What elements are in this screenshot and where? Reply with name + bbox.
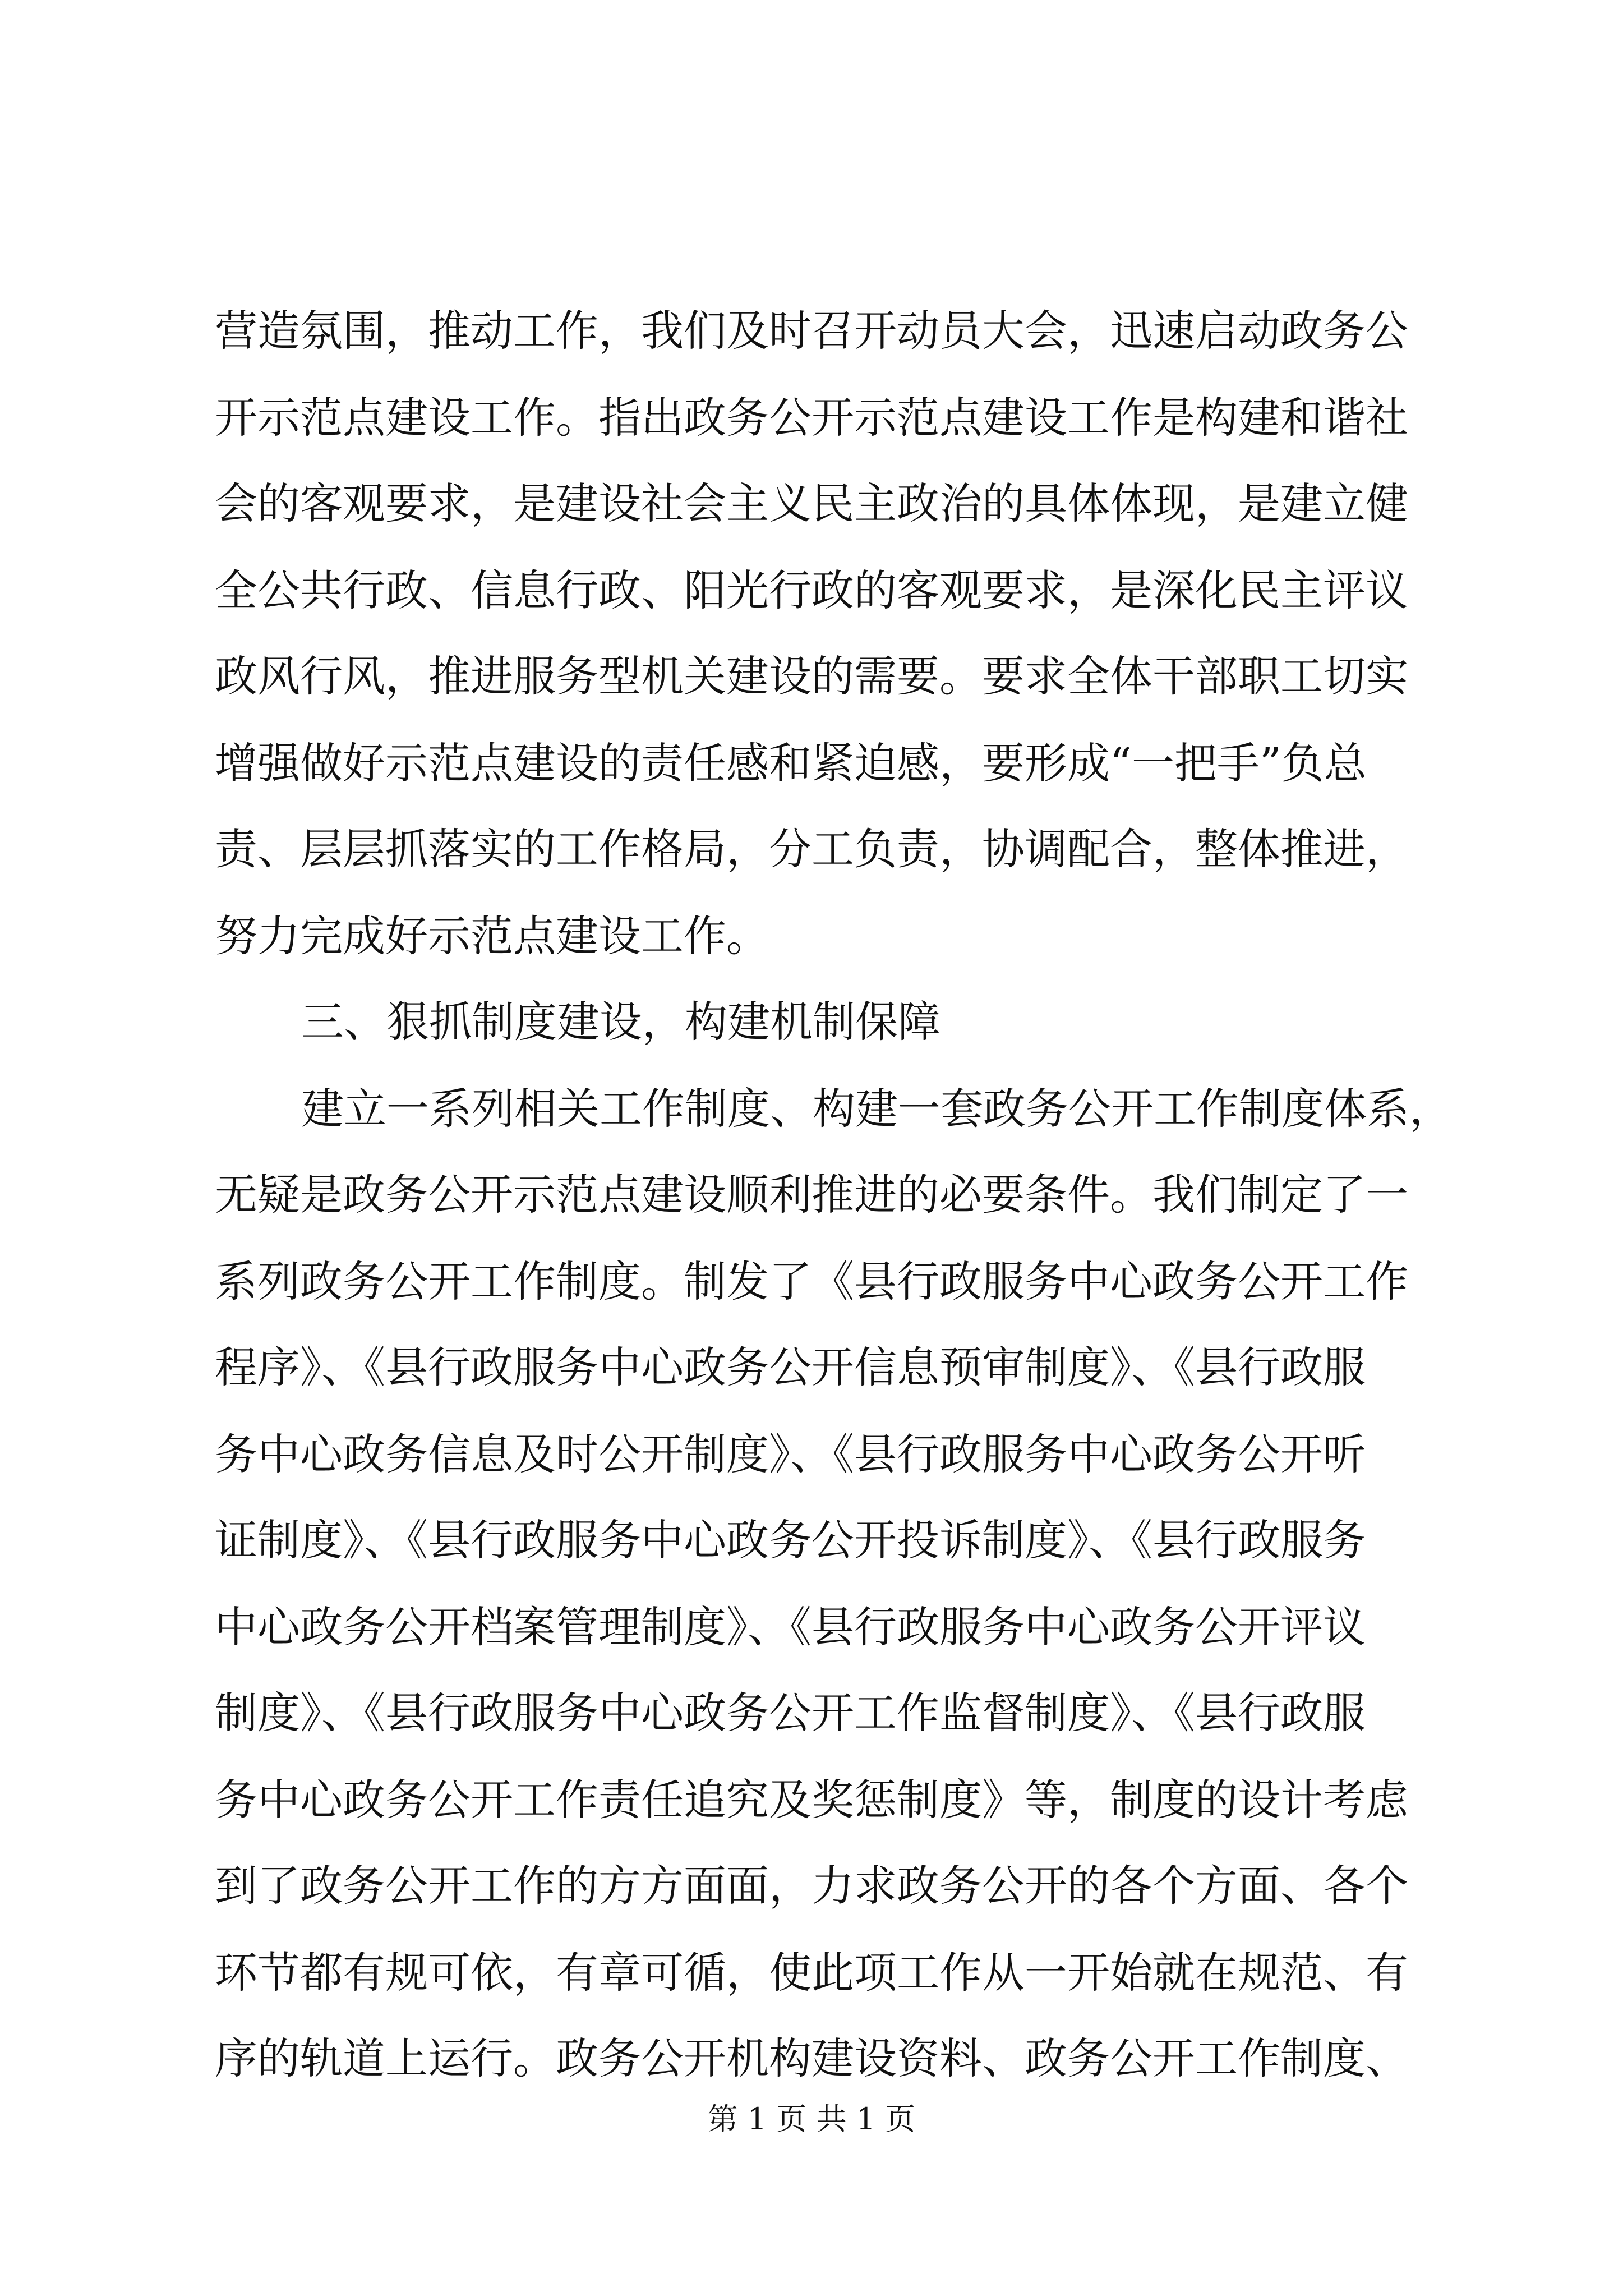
- paragraph-line: 到了政务公开工作的方方面面，力求政务公开的各个方面、各个: [215, 1861, 1408, 1911]
- paragraph-line: 增强做好示范点建设的责任感和紧迫感，要形成“一把手”负总: [215, 738, 1367, 788]
- paragraph-line: 环节都有规可依，有章可循，使此项工作从一开始就在规范、有: [215, 1948, 1408, 1998]
- paragraph-line: 无疑是政务公开示范点建设顺利推进的必要条件。我们制定了一: [215, 1170, 1408, 1220]
- paragraph-line: 全公共行政、信息行政、阳光行政的客观要求，是深化民主评议: [215, 565, 1408, 615]
- paragraph-line: 努力完成好示范点建设工作。: [215, 911, 769, 961]
- paragraph-line: 中心政务公开档案管理制度》、《县行政服务中心政务公开评议: [215, 1602, 1366, 1652]
- paragraph-line: 开示范点建设工作。指出政务公开示范点建设工作是构建和谐社: [215, 393, 1408, 443]
- paragraph-line: 政风行风，推进服务型机关建设的需要。要求全体干部职工切实: [215, 651, 1408, 701]
- paragraph-line: 序的轨道上运行。政务公开机构建设资料、政务公开工作制度、: [215, 2033, 1408, 2083]
- paragraph-line: 建立一系列相关工作制度、构建一套政务公开工作制度体系，: [301, 1084, 1452, 1134]
- paragraph-line: 程序》、《县行政服务中心政务公开信息预审制度》、《县行政服: [215, 1342, 1366, 1392]
- page-footer: 第 1 页 共 1 页: [707, 2101, 916, 2137]
- paragraph-line: 营造氛围，推动工作，我们及时召开动员大会，迅速启动政务公: [215, 306, 1408, 356]
- paragraph-line: 系列政务公开工作制度。制发了《县行政服务中心政务公开工作: [215, 1257, 1408, 1306]
- paragraph-line: 制度》、《县行政服务中心政务公开工作监督制度》、《县行政服: [215, 1688, 1366, 1738]
- paragraph-line: 证制度》、《县行政服务中心政务公开投诉制度》、《县行政服务: [215, 1515, 1366, 1565]
- paragraph-line: 务中心政务公开工作责任追究及奖惩制度》等，制度的设计考虑: [215, 1775, 1408, 1825]
- paragraph-line: 务中心政务信息及时公开制度》、《县行政服务中心政务公开听: [215, 1429, 1366, 1479]
- paragraph-line: 责、层层抓落实的工作格局，分工负责，协调配合，整体推进，: [215, 824, 1408, 874]
- section-heading: 三、狠抓制度建设，构建机制保障: [301, 997, 940, 1047]
- paragraph-line: 会的客观要求，是建设社会主义民主政治的具体体现，是建立健: [215, 478, 1408, 528]
